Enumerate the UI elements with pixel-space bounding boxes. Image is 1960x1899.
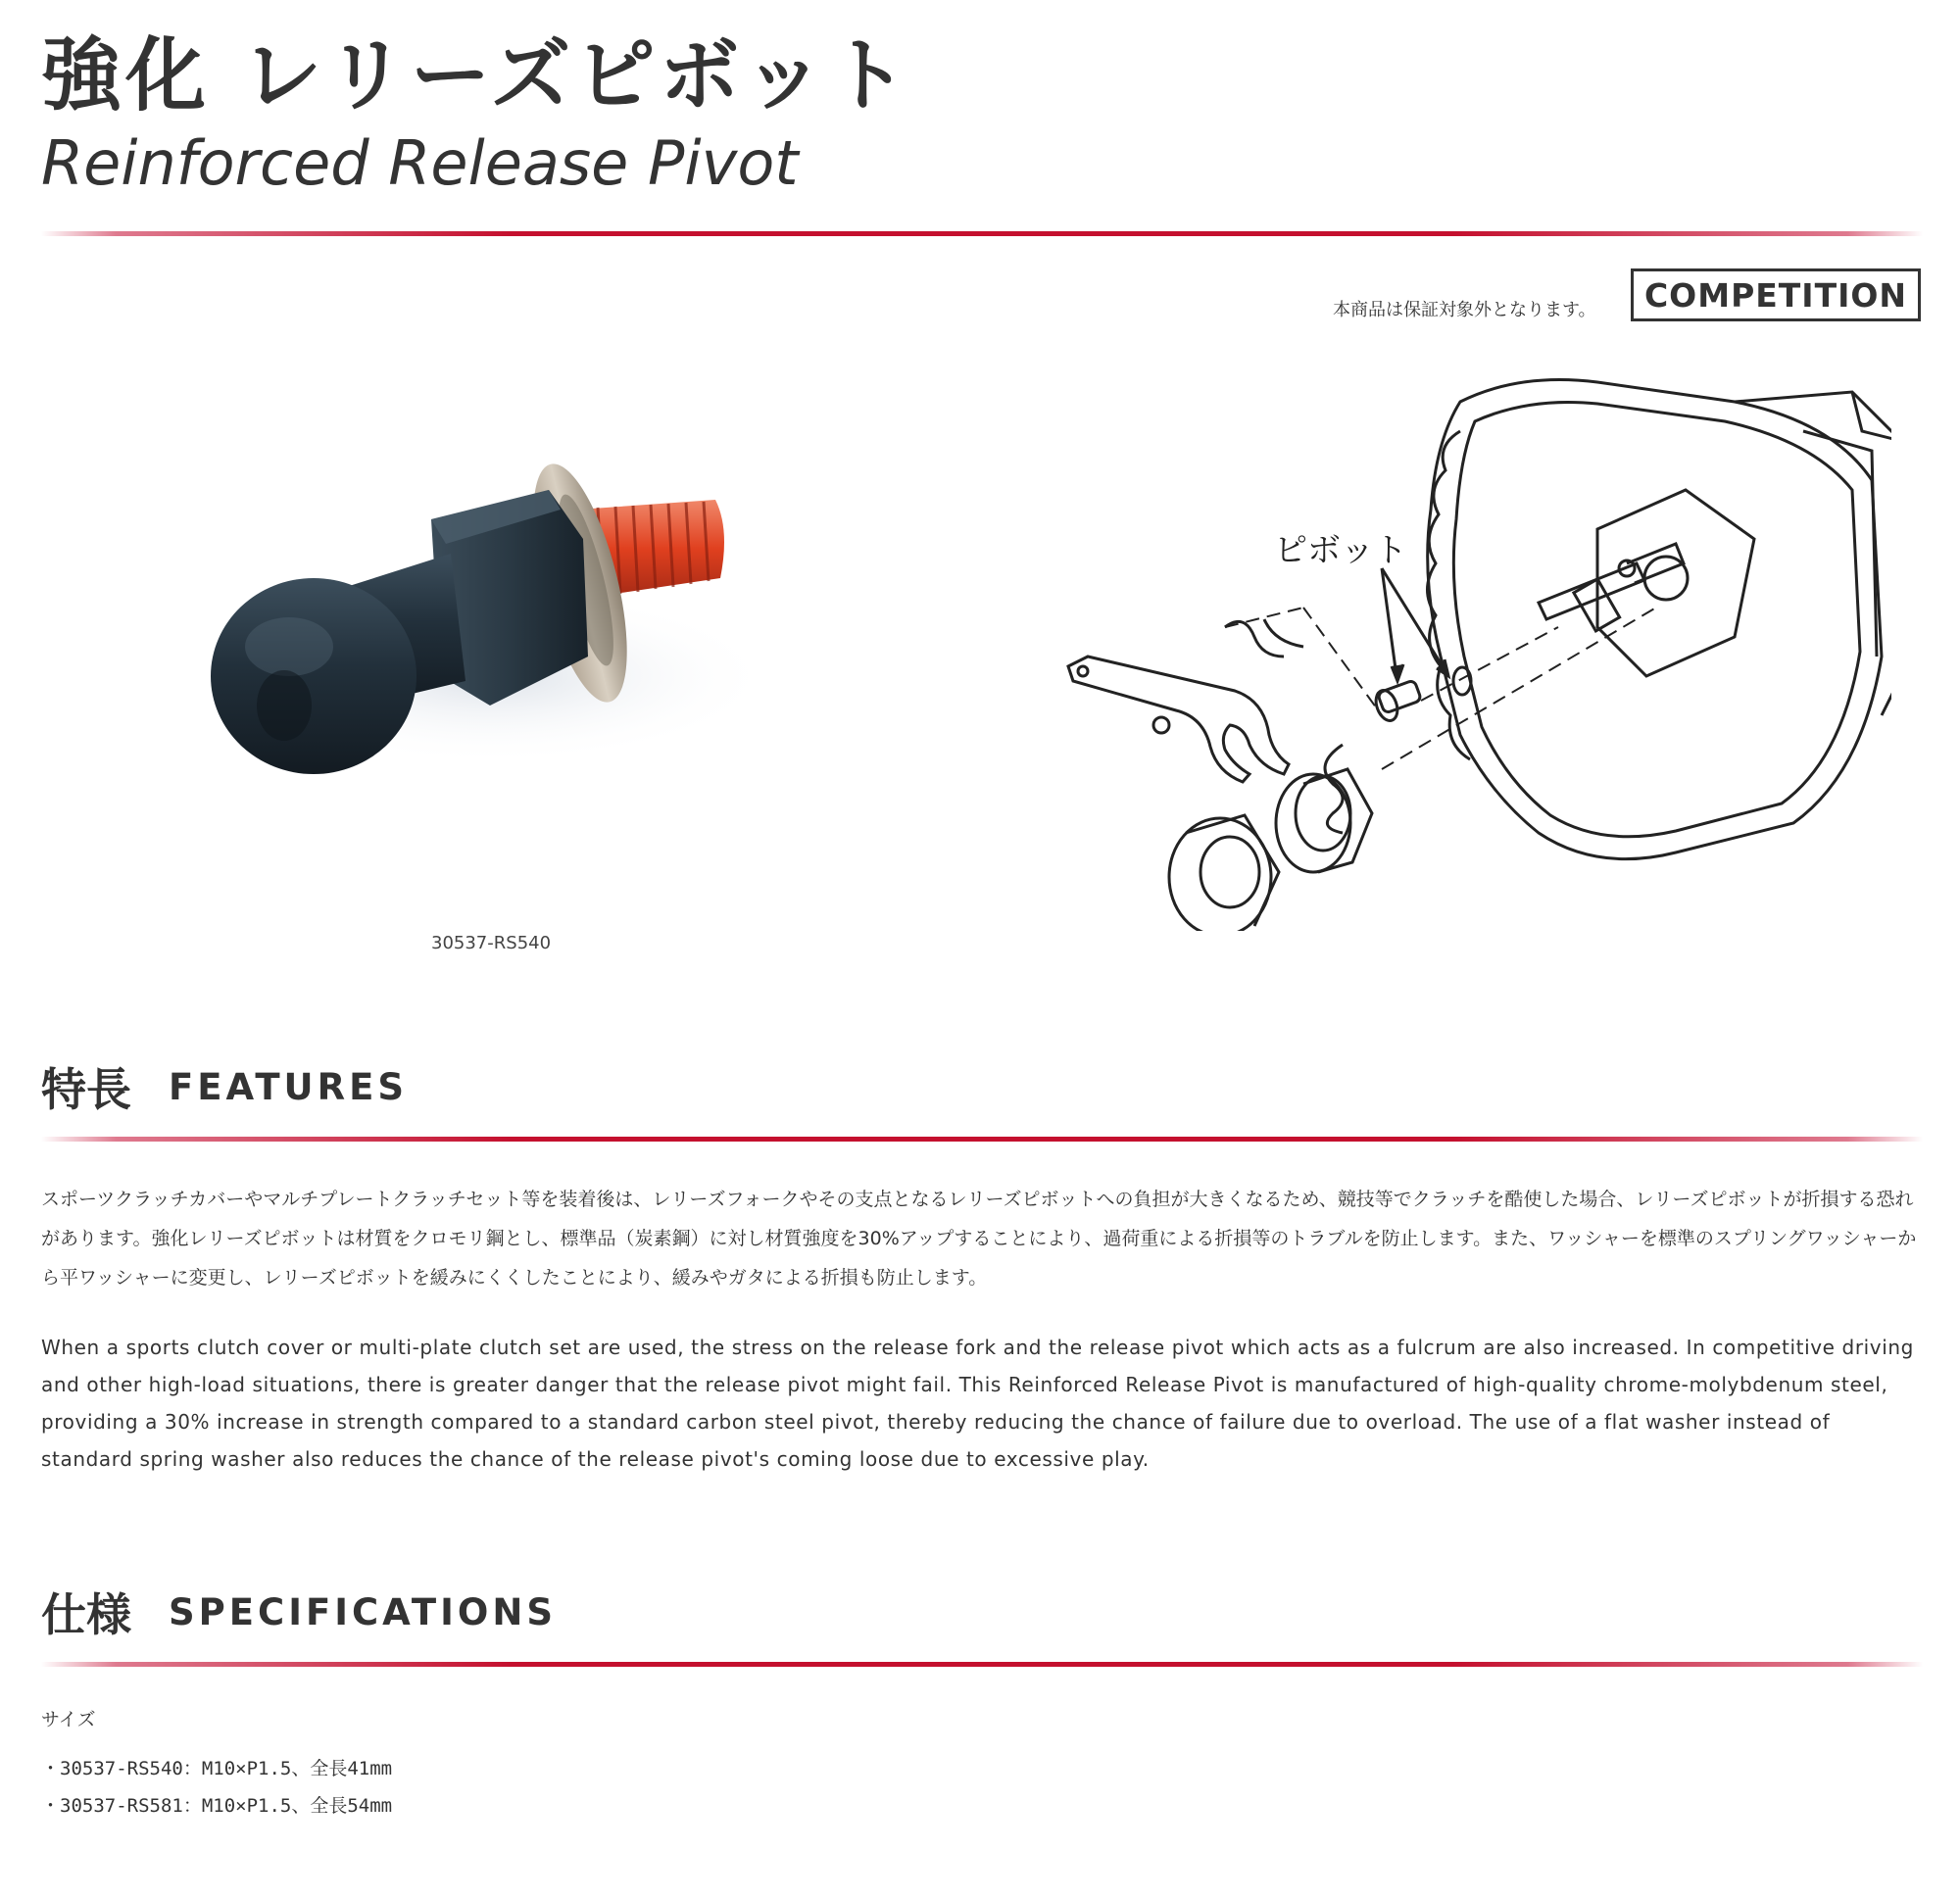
photo-caption: 30537-RS540 bbox=[431, 933, 552, 953]
title-divider bbox=[41, 231, 1923, 236]
diagram-pivot-label: ピボット bbox=[1274, 531, 1407, 570]
clutch-assembly-diagram bbox=[1049, 363, 1891, 931]
features-heading-jp: 特長 bbox=[41, 1063, 131, 1116]
spec-size-label: サイズ bbox=[41, 1709, 96, 1730]
spec-item: ・30537-RS581：M10×P1.5、全長54mm bbox=[41, 1795, 393, 1817]
features-divider bbox=[41, 1137, 1923, 1142]
specs-heading-en: SPECIFICATIONS bbox=[169, 1591, 557, 1633]
warranty-notice: 本商品は保証対象外となります。 bbox=[1333, 300, 1596, 320]
features-text-jp: スポーツクラッチカバーやマルチプレートクラッチセット等を装着後は、レリーズフォークやその支点となるレリーズピボットへの負担が大きくなるため、競技等でクラッチを酷使した場合、レリーズピボットが折損する恐れがあります。強化レリーズピボットは材質をクロモリ鋼とし、標準品（炭素鋼）に対し材質強度を30%アップすることにより、過荷重による折損等のトラブルを防止します。また、ワッシャーを標準のスプリングワッシャーから平ワッシャーに変更し、レリーズピボットを緩みにくくしたことにより、緩みやガタによる折損も防止します。 bbox=[41, 1189, 1917, 1289]
specs-divider bbox=[41, 1662, 1923, 1667]
features-heading-en: FEATURES bbox=[169, 1066, 409, 1108]
competition-badge: COMPETITION bbox=[1631, 268, 1921, 321]
release-pivot-photo bbox=[196, 412, 784, 784]
features-text-en: When a sports clutch cover or multi-plate clutch set are used, the stress on the release fork and the release pivot which acts as a fulcrum are also increased. In competitive driving and other high-load situations, there is greater danger that the release pivot might fail. This Reinforced Release Pivot is manufactured of high-quality chrome-molybdenum steel, providing a 30% increase in strength compared to a standard carbon steel pivot, thereby reducing the chance of failure due to overload. The use of a flat washer instead of standard spring washer also reduces the chance of the release pivot's coming loose due to excessive play. bbox=[41, 1336, 1914, 1471]
spec-item: ・30537-RS540：M10×P1.5、全長41mm bbox=[41, 1758, 393, 1779]
page-title-jp: 強化 レリーズピボット bbox=[41, 29, 912, 122]
page-title-en: Reinforced Release Pivot bbox=[41, 127, 799, 199]
specs-heading-jp: 仕様 bbox=[41, 1588, 131, 1641]
